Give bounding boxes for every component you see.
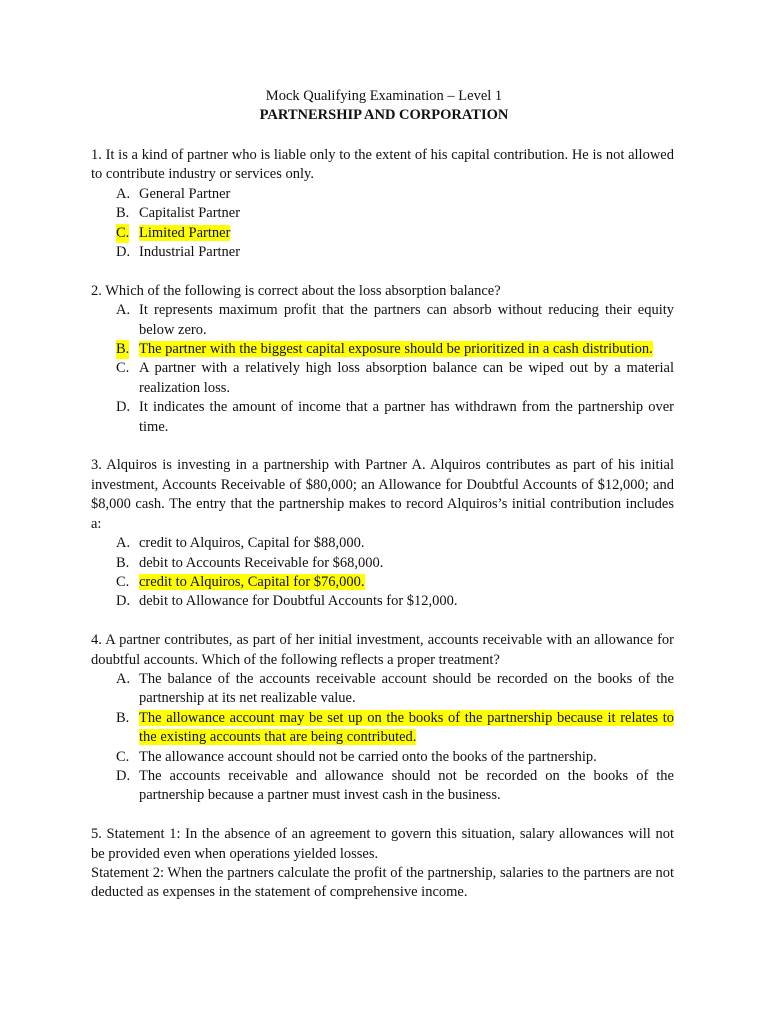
question-stem: 4. A partner contributes, as part of her initial investment, accounts receivable with an allowance for doubtful accounts. Which of the following reflects a proper treatment?	[91, 632, 674, 668]
option-c-answer	[91, 224, 674, 243]
option-a	[91, 301, 674, 340]
option-text-highlighted: The partner with the biggest capital exposure should be prioritized in a cash distribution.	[139, 341, 653, 358]
option-text: debit to Accounts Receivable for $68,000.	[139, 554, 384, 571]
option-letter: D.	[116, 767, 131, 784]
option-letter: A.	[116, 535, 131, 552]
option-text: The allowance account should not be carried onto the books of the partnership.	[139, 748, 597, 765]
option-text: debit to Allowance for Doubtful Accounts for $12,000.	[139, 593, 458, 610]
question-5	[91, 825, 674, 903]
question-3	[91, 456, 674, 611]
statement-1: 5. Statement 1: In the absence of an agreement to govern this situation, salary allowances will not be provided even when operations yielded losses.	[91, 826, 674, 862]
statement-2: Statement 2: When the partners calculate the profit of the partnership, salaries to the partners are not deducted as expenses in the statement of comprehensive income.	[91, 864, 674, 901]
option-letter: C.	[116, 748, 130, 765]
option-text-highlighted: credit to Alquiros, Capital for $76,000.	[139, 573, 365, 590]
question-stem: 1. It is a kind of partner who is liable only to the extent of his capital contribution. He is not allowed to contribute industry or services only.	[91, 147, 674, 183]
question-4	[91, 631, 674, 806]
option-letter: C.	[116, 573, 130, 590]
option-d	[91, 767, 674, 806]
option-b-answer	[91, 709, 674, 748]
question-2	[91, 282, 674, 437]
option-list	[91, 185, 674, 263]
option-text-highlighted: Limited Partner	[139, 224, 231, 241]
option-text: A partner with a relatively high loss absorption balance can be wiped out by a material realization loss.	[139, 360, 674, 396]
option-letter: B.	[116, 340, 129, 359]
option-letter: B.	[116, 554, 130, 571]
option-letter: D.	[116, 244, 131, 261]
option-letter: A.	[116, 670, 131, 687]
option-letter: C.	[116, 360, 130, 377]
option-text: It represents maximum profit that the partners can absorb without reducing their equity below zero.	[139, 302, 674, 338]
option-c-answer	[91, 573, 674, 592]
option-c	[91, 748, 674, 767]
option-letter: D.	[116, 593, 131, 610]
question-stem: 3. Alquiros is investing in a partnership with Partner A. Alquiros contributes as part of his initial investment, Accounts Receivable of $80,000; an Allowance for Doubtful Accounts of $12,000; and $8,000 cash. The entry that the partnership makes to record Alquiros’s initial contribution includes a:	[91, 457, 674, 532]
option-d	[91, 243, 674, 262]
option-letter: A.	[116, 185, 131, 202]
option-list	[91, 534, 674, 612]
option-list	[91, 301, 674, 437]
option-b-answer	[91, 340, 674, 359]
option-d	[91, 592, 674, 611]
option-text: Capitalist Partner	[139, 205, 241, 222]
question-1	[91, 146, 674, 262]
option-b	[91, 554, 674, 573]
exam-title: Mock Qualifying Examination – Level 1	[265, 88, 503, 104]
option-letter: B.	[116, 709, 130, 726]
option-letter: A.	[116, 302, 131, 319]
exam-subtitle: PARTNERSHIP AND CORPORATION	[259, 107, 509, 123]
option-text-highlighted: The allowance account may be set up on the books of the partnership because it relates to the existing accounts that are being contributed.	[139, 709, 674, 746]
option-letter: C.	[116, 224, 129, 243]
option-a	[91, 534, 674, 553]
option-text: It indicates the amount of income that a partner has withdrawn from the partnership over time.	[139, 399, 674, 435]
option-text: Industrial Partner	[139, 244, 241, 261]
option-list	[91, 670, 674, 806]
option-text: The balance of the accounts receivable account should be recorded on the books of the partnership at its net realizable value.	[139, 670, 674, 707]
option-a	[91, 185, 674, 204]
option-letter: D.	[116, 399, 131, 416]
option-c	[91, 359, 674, 398]
question-stem: 2. Which of the following is correct about the loss absorption balance?	[91, 282, 501, 299]
option-b	[91, 204, 674, 223]
questions-container	[91, 146, 674, 922]
option-text: credit to Alquiros, Capital for $88,000.	[139, 535, 365, 552]
option-text: The accounts receivable and allowance should not be recorded on the books of the partnership because a partner must invest cash in the business.	[139, 767, 674, 804]
option-letter: B.	[116, 205, 130, 222]
option-a	[91, 670, 674, 709]
option-text: General Partner	[139, 185, 231, 202]
option-d	[91, 398, 674, 437]
